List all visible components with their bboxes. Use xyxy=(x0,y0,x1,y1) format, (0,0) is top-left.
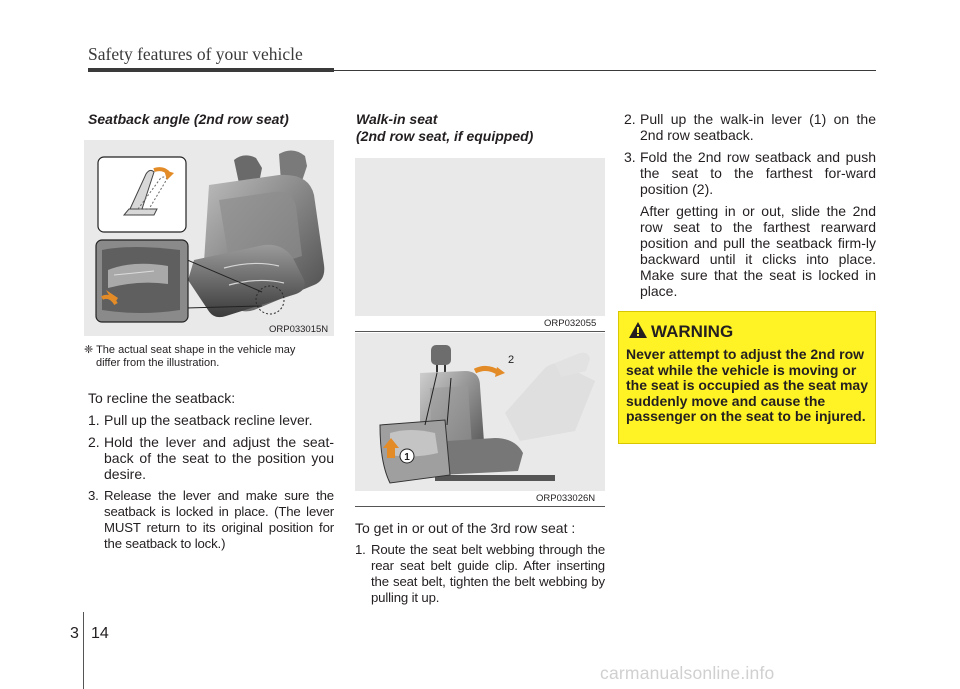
warning-title: WARNING xyxy=(651,322,734,341)
step-number: 1. xyxy=(88,412,100,428)
step-number: 3. xyxy=(88,488,99,503)
warning-triangle-icon xyxy=(629,322,647,338)
seat-recline-drawing xyxy=(84,140,334,336)
recline-intro: To recline the seatback: xyxy=(88,390,236,406)
figure-code-middle-1: ORP032055 xyxy=(544,318,597,329)
seatback-angle-title: Seatback angle (2nd row seat) xyxy=(88,111,289,127)
step-number: 1. xyxy=(355,542,366,557)
walk-in-steps-continued xyxy=(624,111,876,305)
chapter-number: 3 xyxy=(70,625,79,642)
walk-in-instructions xyxy=(355,520,605,612)
recline-step xyxy=(88,488,334,552)
recline-step xyxy=(88,434,334,482)
footer-divider xyxy=(83,612,84,689)
walk-in-step xyxy=(624,111,876,143)
step-number: 2. xyxy=(88,434,100,450)
figure-code-left: ORP033015N xyxy=(269,324,329,335)
recline-instructions xyxy=(88,390,334,558)
walk-in-step xyxy=(355,542,605,606)
return-seat-paragraph: After getting in or out, slide the 2nd row seat to the farthest rearward position and pull the seatback firm-ly backward until it clicks into place. Make sure that the seat is locked in place. xyxy=(640,203,876,299)
step-text: Route the seat belt webbing through the rear seat belt guide clip. After inserting the seat belt, tighten the belt webbing by pulling it up. xyxy=(371,542,605,605)
header-rule-thin xyxy=(334,70,876,71)
note-line-2: differ from the illustration. xyxy=(96,356,220,369)
walk-in-seat-title xyxy=(356,111,533,145)
step-text: Pull up the seatback recline lever. xyxy=(104,412,313,428)
step-text: Fold the 2nd row seatback and push the seat to the farthest for-ward position (2). xyxy=(640,149,876,197)
illustration-note xyxy=(84,344,334,369)
walk-in-seat-drawing xyxy=(355,333,605,491)
seatback-recline-illustration xyxy=(84,140,334,336)
figure-divider xyxy=(355,506,605,507)
walk-in-intro: To get in or out of the 3rd row seat : xyxy=(355,520,576,536)
figure-code-middle-2: ORP033026N xyxy=(536,493,596,504)
step-number: 2. xyxy=(624,111,636,127)
forward-position-callout: 2 xyxy=(508,354,515,366)
header-rule-thick xyxy=(88,68,334,72)
page-number: 14 xyxy=(91,625,109,642)
walk-in-step xyxy=(624,149,876,197)
walk-in-title-line-1: Walk-in seat xyxy=(356,111,438,127)
note-line-1: ❈ The actual seat shape in the vehicle may xyxy=(84,344,296,356)
step-text: Pull up the walk-in lever (1) on the 2nd row seatback. xyxy=(640,111,876,143)
walk-in-seat-illustration xyxy=(355,333,605,491)
step-text: Hold the lever and adjust the seat-back of the seat to the position you desire. xyxy=(104,434,334,482)
page-header-title: Safety features of your vehicle xyxy=(88,44,303,64)
walk-in-figure-1 xyxy=(355,158,605,316)
warning-text: Never attempt to adjust the 2nd row seat while the vehicle is moving or the seat is occupied as the seat may suddenly move and cause the passenger on the seat to be injured. xyxy=(626,346,868,424)
figure-divider xyxy=(355,331,605,332)
walk-in-lever-callout: 1 xyxy=(404,452,410,463)
step-number: 3. xyxy=(624,149,636,165)
walk-in-title-line-2: (2nd row seat, if equipped) xyxy=(356,128,534,144)
site-watermark: carmanualsonline.info xyxy=(600,663,775,683)
recline-step xyxy=(88,412,334,428)
step-text: Release the lever and make sure the seatback is locked in place. (The lever MUST return to its original position for the seatback to lock.) xyxy=(104,488,334,551)
warning-box xyxy=(618,311,876,444)
